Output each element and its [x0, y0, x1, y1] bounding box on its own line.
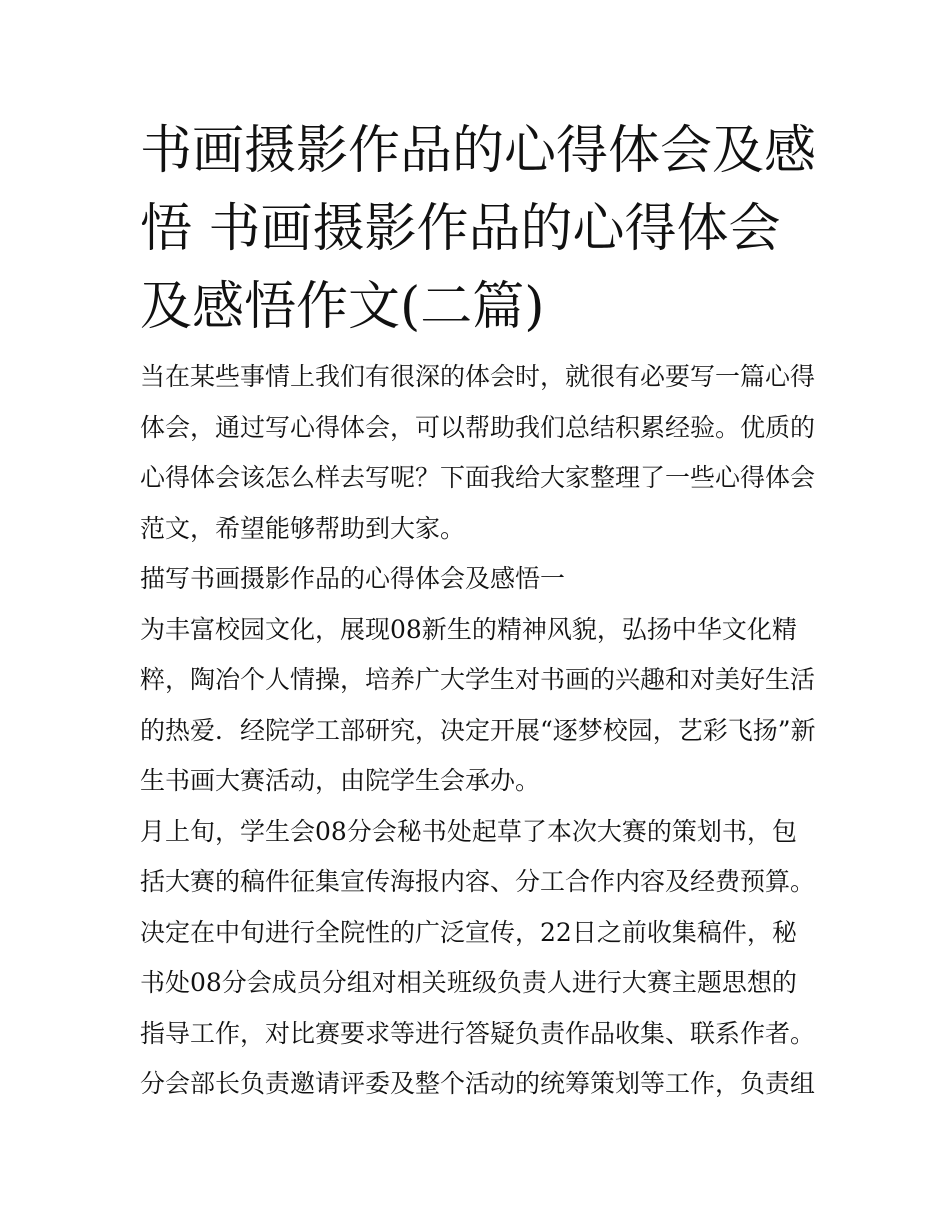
body-paragraph: 为丰富校园文化，展现08新生的精神风貌，弘扬中华文化精粹，陶冶个人情操，培养广大学生对书画的兴趣和对美好生活的热爱．经院学工部研究，决定开展“逐梦校园，艺彩飞扬”新生书画大赛活动，由院学生会承办。	[140, 614, 816, 795]
document-body	[140, 352, 820, 1110]
section-heading: 描写书画摄影作品的心得体会及感悟一	[140, 564, 566, 593]
body-paragraph: 月上旬，学生会08分会秘书处起草了本次大赛的策划书，包括大赛的稿件征集宣传海报内容、分工合作内容及经费预算。决定在中旬进行全院性的广泛宣传，22日之前收集稿件，秘书处08分会成员分组对相关班级负责人进行大赛主题思想的指导工作，对比赛要求等进行答疑负责作品收集、联系作者。分会部长负责邀请评委及整个活动的统筹策划等工作，负责组	[140, 816, 816, 1098]
intro-paragraph: 当在某些事情上我们有很深的体会时，就很有必要写一篇心得体会，通过写心得体会，可以帮助我们总结积累经验。优质的心得体会该怎么样去写呢？下面我给大家整理了一些心得体会范文，希望能够帮助到大家。	[140, 362, 816, 543]
document-title: 书画摄影作品的心得体会及感悟 书画摄影作品的心得体会及感悟作文(二篇)	[140, 121, 817, 337]
